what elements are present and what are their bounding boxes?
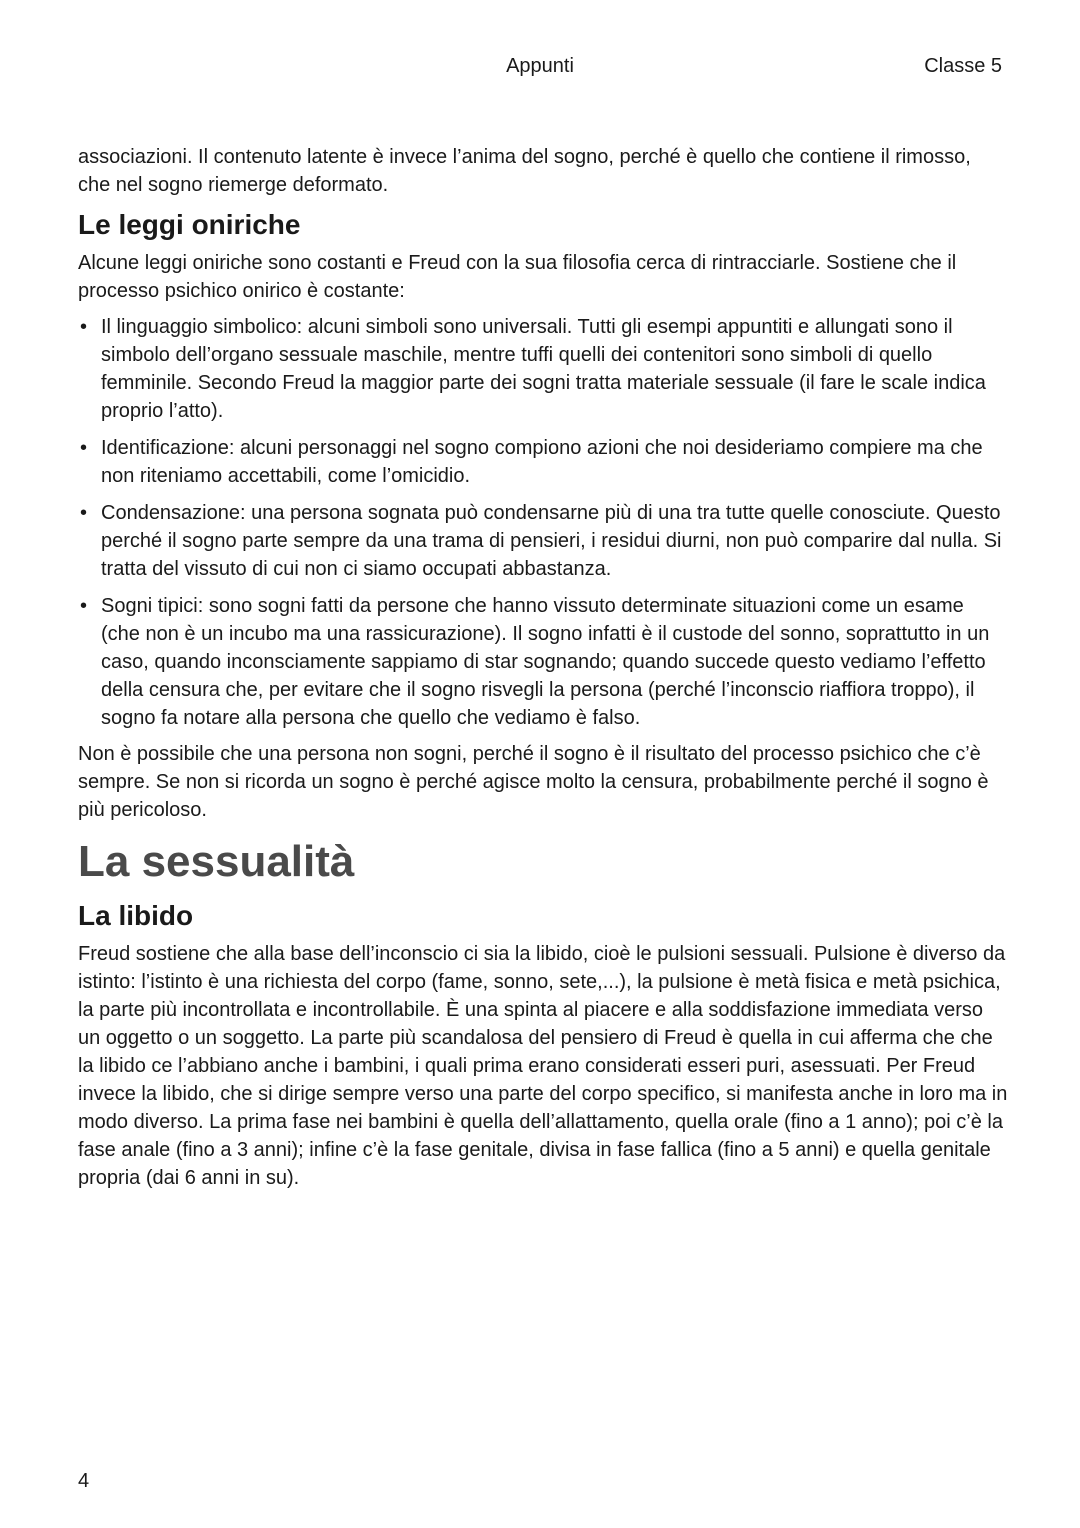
subheading-libido: La libido [78,900,194,931]
section-heading-dream-laws: Le leggi oniriche [78,209,301,240]
document-title: Appunti [506,55,574,77]
page-header [0,52,1080,80]
list-item [78,434,1008,490]
page-number: 4 [78,1470,90,1492]
bullet-icon: • [80,316,88,338]
libido-paragraph: Freud sostiene che alla base dell’inconscio ci sia la libido, cioè le pulsioni sessuali. Pulsione è diverso da istinto: l’istinto è una richiesta del corpo (fame, sonno, sete,...), la pulsione è metà fisica e metà psichica, la parte più incontrollata e incontrollabile. È una spinta al piacere e alla soddisfazione immediata verso un oggetto o un soggetto. La parte più scandalosa del pensiero di Freud è quella in cui afferma che che la libido ce l’abbiano anche i bambini, i quali prima erano considerati esseri puri, asessuati. Per Freud invece la libido, che si dirige sempre verso una parte del corpo specifico, si manifesta anche in loro ma in modo diverso. La prima fase nei bambini è quella dell’allattamento, quella orale (fino a 1 anno); poi c’è la fase anale (fino a 3 anni); infine c’è la fase genitale, divisa in fase fallica (fino a 5 anni) e quella genitale propria (dai 6 anni in su). [78,943,1008,1189]
dream-laws-intro: Alcune leggi oniriche sono costanti e Freud con la sua filosofia cerca di rintracciarle. Sostiene che il processo psichico onirico è costante: [78,252,957,302]
bullet-icon: • [80,595,88,617]
bullet-icon: • [80,437,88,459]
dream-laws-list [78,313,1008,732]
list-item-text: Condensazione: una persona sognata può condensarne più di una tra tutte quelle conosciute. Questo perché il sogno parte sempre da una trama di pensieri, i residui diurni, non può comparire dal nulla. Si tratta del vissuto di cui non ci siamo occupati abbastanza. [101,502,1002,580]
list-item-text: Sogni tipici: sono sogni fatti da persone che hanno vissuto determinate situazioni come un esame (che non è un incubo ma una rassicurazione). Il sogno infatti è il custode del sonno, soprattutto in un caso, quando inconsciamente sappiamo di star sognando; quando succede questo vediamo l’effetto della censura che, per evitare che il sogno risvegli la persona (perché l’inconscio riaffiora troppo), il sogno fa notare alla persona che quello che vediamo è falso. [101,595,990,729]
list-item [78,592,1008,732]
list-item [78,499,1008,583]
list-item [78,313,1008,425]
section-heading-sexuality: La sessualità [78,837,355,886]
document-body [78,143,1008,1192]
list-item-text: Identificazione: alcuni personaggi nel sogno compiono azioni che noi desideriamo compiere ma che non riteniamo accettabili, come l’omicidio. [101,437,983,487]
class-label: Classe 5 [924,55,1002,77]
intro-paragraph: associazioni. Il contenuto latente è invece l’anima del sogno, perché è quello che contiene il rimosso, che nel sogno riemerge deformato. [78,146,971,196]
bullet-icon: • [80,502,88,524]
dream-laws-closing: Non è possibile che una persona non sogni, perché il sogno è il risultato del processo psichico che c’è sempre. Se non si ricorda un sogno è perché agisce molto la censura, probabilmente perché il sogno è più pericoloso. [78,743,989,821]
list-item-text: Il linguaggio simbolico: alcuni simboli sono universali. Tutti gli esempi appuntiti e allungati sono il simbolo dell’organo sessuale maschile, mentre tuffi quelli dei contenitori sono simboli di quello femminile. Secondo Freud la maggior parte dei sogni tratta materiale sessuale (il fare le scale indica proprio l’atto). [101,316,986,422]
